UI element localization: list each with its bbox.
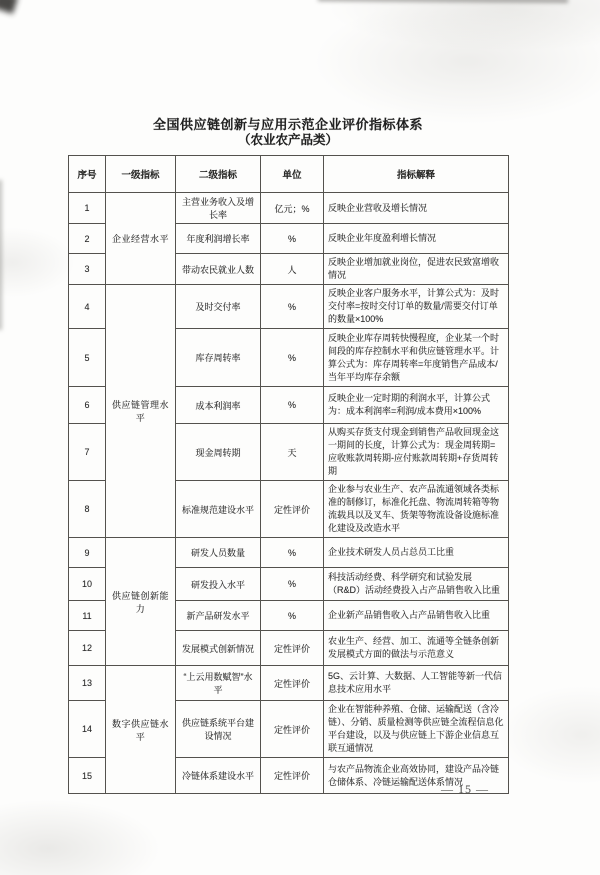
cell-explanation: 反映企业增加就业岗位，促进农民致富增收情况: [324, 254, 509, 285]
cell-unit: 定性评价: [261, 701, 324, 758]
cell-unit: %: [261, 329, 324, 387]
cell-no: 3: [69, 254, 106, 285]
cell-no: 8: [69, 481, 106, 538]
cell-explanation: 科技活动经费、科学研究和试验发展（R&D）活动经费投入占产品销售收入比重: [324, 568, 509, 601]
cell-indicator: 及时交付率: [176, 285, 261, 329]
cell-indicator: 年度利润增长率: [176, 224, 261, 254]
cell-unit: 人: [261, 254, 324, 285]
cell-no: 4: [69, 285, 106, 329]
cell-unit: 亿元；%: [261, 193, 324, 224]
cell-explanation: 反映企业库存周转快慢程度，企业某一个时间段的库存控制水平和供应链管理水平。计算公式为：库存周转率=年度销售产品成本/当年平均库存余额: [324, 329, 509, 387]
cell-indicator: 主营业务收入及增长率: [176, 193, 261, 224]
cell-explanation: 农业生产、经营、加工、流通等全链条创新发展模式方面的做法与示范意义: [324, 631, 509, 666]
cell-unit: %: [261, 538, 324, 568]
header-unit: 单位: [261, 156, 324, 193]
cell-unit: %: [261, 568, 324, 601]
cell-no: 9: [69, 538, 106, 568]
cell-indicator: “上云用数赋智”水平: [176, 666, 261, 701]
table-header-row: [69, 156, 509, 193]
document-subtitle: （农业农产品类）: [237, 133, 338, 147]
cell-explanation: 企业参与农业生产、农产品流通领域各类标准的制修订，标准化托盘、物流周转箱等物流载具以及叉车、货架等物流设备设施标准化建设及改造水平: [324, 481, 509, 538]
table-row-1: [69, 193, 509, 224]
cell-indicator: 冷链体系建设水平: [176, 758, 261, 794]
header-level2: 二级指标: [176, 156, 261, 193]
cell-unit: 天: [261, 424, 324, 481]
cell-indicator: 新产品研发水平: [176, 601, 261, 631]
cell-unit: %: [261, 285, 324, 329]
document-title: 全国供应链创新与应用示范企业评价指标体系: [152, 117, 423, 132]
page-number: — 15 —: [441, 782, 489, 796]
cell-level1-group-1: 供应链管理水平: [106, 285, 176, 538]
cell-no: 2: [69, 224, 106, 254]
cell-no: 7: [69, 424, 106, 481]
cell-no: 6: [69, 387, 106, 424]
cell-indicator: 带动农民就业人数: [176, 254, 261, 285]
cell-unit: %: [261, 387, 324, 424]
cell-no: 5: [69, 329, 106, 387]
cell-indicator: 研发投入水平: [176, 568, 261, 601]
cell-indicator: 供应链系统平台建设情况: [176, 701, 261, 758]
table-row-13: [69, 666, 509, 701]
cell-no: 1: [69, 193, 106, 224]
cell-unit: 定性评价: [261, 666, 324, 701]
cell-explanation: 反映企业年度盈利增长情况: [324, 224, 509, 254]
cell-unit: %: [261, 224, 324, 254]
table-row-4: [69, 285, 509, 329]
cell-no: 12: [69, 631, 106, 666]
cell-indicator: 现金周转期: [176, 424, 261, 481]
cell-unit: 定性评价: [261, 758, 324, 794]
cell-explanation: 反映企业一定时期的利润水平，计算公式为：成本利润率=利润/成本费用×100%: [324, 387, 509, 424]
cell-indicator: 标准规范建设水平: [176, 481, 261, 538]
cell-level1-group-0: 企业经营水平: [106, 193, 176, 285]
cell-no: 10: [69, 568, 106, 601]
cell-explanation: 反映企业客户服务水平，计算公式为：及时交付率=按时交付订单的数量/需要交付订单的数量×100%: [324, 285, 509, 329]
cell-no: 13: [69, 666, 106, 701]
indicator-table: [68, 155, 509, 794]
cell-indicator: 库存周转率: [176, 329, 261, 387]
header-no: 序号: [69, 156, 106, 193]
cell-explanation: 5G、云计算、大数据、人工智能等新一代信息技术应用水平: [324, 666, 509, 701]
cell-explanation: 企业技术研发人员占总员工比重: [324, 538, 509, 568]
cell-indicator: 研发人员数量: [176, 538, 261, 568]
cell-explanation: 企业新产品销售收入占产品销售收入比重: [324, 601, 509, 631]
scan-artifact-left-edge: [0, 180, 2, 330]
header-explanation: 指标解释: [324, 156, 509, 193]
cell-no: 14: [69, 701, 106, 758]
header-level1: 一级指标: [106, 156, 176, 193]
table-row-9: [69, 538, 509, 568]
document-content: [68, 0, 508, 794]
cell-level1-group-3: 数字供应链水平: [106, 666, 176, 794]
cell-explanation: 反映企业营收及增长情况: [324, 193, 509, 224]
cell-explanation: 企业在智能种养殖、仓储、运输配送（含冷链）、分销、质量检测等供应链全流程信息化平台建设，以及与供应链上下游企业信息互联互通情况: [324, 701, 509, 758]
scan-artifact-corner: [0, 0, 18, 14]
cell-unit: 定性评价: [261, 631, 324, 666]
cell-explanation: 与农产品物流企业高效协同，建设产品冷链仓储体系、冷链运输配送体系情况: [324, 758, 509, 794]
cell-unit: %: [261, 601, 324, 631]
cell-no: 11: [69, 601, 106, 631]
cell-level1-group-2: 供应链创新能力: [106, 538, 176, 666]
cell-explanation: 从购买存货支付现金到销售产品收回现金这一期间的长度，计算公式为：现金周转期=应收账款周转期-应付账款周转期+存货周转期: [324, 424, 509, 481]
cell-indicator: 成本利润率: [176, 387, 261, 424]
cell-unit: 定性评价: [261, 481, 324, 538]
cell-no: 15: [69, 758, 106, 794]
cell-indicator: 发展模式创新情况: [176, 631, 261, 666]
